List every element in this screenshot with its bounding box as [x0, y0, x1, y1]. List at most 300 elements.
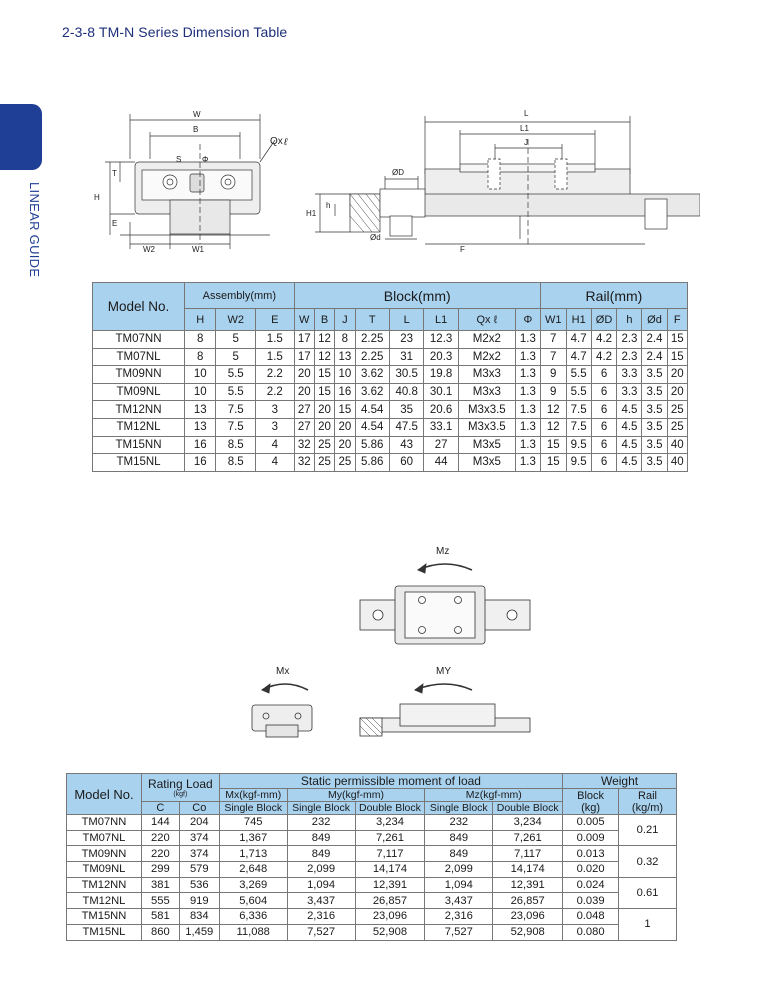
- table-cell: 35: [389, 401, 423, 419]
- table-row: [93, 418, 688, 436]
- label-OD: ØD: [392, 168, 404, 177]
- table-cell: 40: [667, 436, 688, 454]
- table-cell: 7.5: [566, 401, 591, 419]
- label-W1: W1: [192, 245, 204, 254]
- table-cell: 4.5: [617, 418, 642, 436]
- table-cell: 25: [667, 418, 688, 436]
- model-cell: TM12NN: [93, 401, 185, 419]
- table-cell: 12: [314, 331, 334, 349]
- table-cell: 6: [591, 454, 617, 472]
- table-cell: 220: [141, 846, 179, 862]
- table-cell: 20: [294, 366, 314, 384]
- table-row: [93, 436, 688, 454]
- table-cell: 15: [335, 401, 355, 419]
- table-cell: 10: [185, 383, 216, 401]
- table-row: [67, 909, 677, 925]
- table-cell: 0.080: [563, 924, 619, 940]
- table-cell: 1,094: [425, 877, 493, 893]
- table-cell: 5.5: [566, 383, 591, 401]
- table-cell: 536: [179, 877, 219, 893]
- table-row: [67, 877, 677, 893]
- table-cell: 17: [294, 331, 314, 349]
- label-B: B: [193, 125, 199, 134]
- table-cell: 2.4: [642, 331, 667, 349]
- my-header: My(kgf-mm): [287, 789, 425, 802]
- table-cell: 5.5: [216, 383, 256, 401]
- table-cell: 1.3: [515, 401, 540, 419]
- mz-single-header: Single Block: [425, 802, 493, 815]
- weight-header: Weight: [563, 774, 677, 789]
- table-row: [67, 830, 677, 846]
- table-cell: 30.1: [424, 383, 458, 401]
- table-cell: 0.009: [563, 830, 619, 846]
- table-cell: 2.2: [256, 383, 295, 401]
- table-cell: 8.5: [216, 436, 256, 454]
- table-cell: 8: [185, 348, 216, 366]
- table-cell: 7.5: [216, 418, 256, 436]
- table-row: [93, 366, 688, 384]
- table-cell: M3x5: [458, 436, 515, 454]
- table-cell: 13: [185, 401, 216, 419]
- table-cell: 16: [185, 454, 216, 472]
- label-H1: H1: [306, 209, 317, 218]
- table-cell: 2,099: [425, 862, 493, 878]
- table-cell: 4.5: [617, 454, 642, 472]
- column-header: ØD: [591, 309, 617, 331]
- table-cell: 13: [185, 418, 216, 436]
- table-cell: 20: [335, 436, 355, 454]
- table-cell: 15: [540, 454, 566, 472]
- table-cell: 2.3: [617, 331, 642, 349]
- table-cell: 2.3: [617, 348, 642, 366]
- table-row: [93, 331, 688, 349]
- table-cell: 2.25: [355, 348, 389, 366]
- table-cell: 7,117: [355, 846, 425, 862]
- table-cell: 12,391: [355, 877, 425, 893]
- table-cell: 13: [335, 348, 355, 366]
- table-cell: 9.5: [566, 436, 591, 454]
- column-header: B: [314, 309, 334, 331]
- table-cell: 849: [287, 846, 355, 862]
- table-cell: 20.3: [424, 348, 458, 366]
- table-cell: 25: [314, 454, 334, 472]
- model-cell: TM07NL: [93, 348, 185, 366]
- side-tab-marker: [0, 104, 42, 170]
- label-W2: W2: [143, 245, 155, 254]
- table-cell: 26,857: [493, 893, 563, 909]
- table-cell: 60: [389, 454, 423, 472]
- table-cell: 1,713: [219, 846, 287, 862]
- table-cell: 25: [667, 401, 688, 419]
- table-cell: 5.86: [355, 436, 389, 454]
- load-model-header: Model No.: [67, 774, 142, 815]
- table-cell: M3x3: [458, 383, 515, 401]
- side-view-drawing: [300, 104, 700, 254]
- model-cell: TM12NN: [67, 877, 142, 893]
- table-cell: 1.3: [515, 418, 540, 436]
- table-cell: 3: [256, 418, 295, 436]
- table-cell: 15: [314, 383, 334, 401]
- label-H: H: [94, 193, 100, 202]
- rating-load-header: Rating Load (kgf): [141, 774, 219, 802]
- table-cell: 1,094: [287, 877, 355, 893]
- model-cell: TM09NN: [67, 846, 142, 862]
- model-cell: TM09NL: [93, 383, 185, 401]
- table-cell: 15: [667, 348, 688, 366]
- table-cell: 7,117: [493, 846, 563, 862]
- table-cell: 16: [185, 436, 216, 454]
- column-header: W2: [216, 309, 256, 331]
- label-phi: Φ: [202, 155, 209, 164]
- column-header: h: [617, 309, 642, 331]
- table-cell: 3,437: [425, 893, 493, 909]
- table-cell: 12: [540, 401, 566, 419]
- table-cell: 381: [141, 877, 179, 893]
- table-cell: 220: [141, 830, 179, 846]
- table-cell: 5.5: [566, 366, 591, 384]
- table-cell: 12,391: [493, 877, 563, 893]
- table-row: [93, 401, 688, 419]
- table-cell: 4.2: [591, 331, 617, 349]
- table-cell: 12.3: [424, 331, 458, 349]
- table-cell: 0.005: [563, 815, 619, 831]
- table-cell: 581: [141, 909, 179, 925]
- rail-weight-cell: 1: [619, 909, 677, 940]
- table-cell: 1,459: [179, 924, 219, 940]
- table-cell: 27: [424, 436, 458, 454]
- co-header: Co: [179, 802, 219, 815]
- label-Od: Ød: [370, 233, 381, 242]
- model-cell: TM07NN: [67, 815, 142, 831]
- model-cell: TM15NL: [93, 454, 185, 472]
- table-cell: 5,604: [219, 893, 287, 909]
- column-header: L: [389, 309, 423, 331]
- table-cell: 3.5: [642, 418, 667, 436]
- table-cell: 25: [335, 454, 355, 472]
- label-E: E: [112, 219, 118, 228]
- label-S: S: [176, 155, 182, 164]
- table-cell: 745: [219, 815, 287, 831]
- rail-weight-cell: 0.61: [619, 877, 677, 908]
- table-row: [67, 893, 677, 909]
- table-cell: M3x5: [458, 454, 515, 472]
- table-cell: 17: [294, 348, 314, 366]
- table-cell: 14,174: [493, 862, 563, 878]
- table-cell: 849: [287, 830, 355, 846]
- table-cell: 0.048: [563, 909, 619, 925]
- table-cell: 20: [294, 383, 314, 401]
- model-cell: TM15NN: [67, 909, 142, 925]
- table-cell: 3,234: [493, 815, 563, 831]
- block-weight-header: Block (kg): [563, 789, 619, 815]
- model-cell: TM07NN: [93, 331, 185, 349]
- table-cell: 6: [591, 383, 617, 401]
- rail-weight-header: Rail (kg/m): [619, 789, 677, 815]
- mz-header: Mz(kgf-mm): [425, 789, 563, 802]
- table-cell: 10: [335, 366, 355, 384]
- table-cell: 849: [425, 846, 493, 862]
- table-cell: 144: [141, 815, 179, 831]
- table-cell: 6: [591, 401, 617, 419]
- table-cell: 31: [389, 348, 423, 366]
- table-cell: M2x2: [458, 331, 515, 349]
- table-cell: 3.3: [617, 383, 642, 401]
- table-cell: 43: [389, 436, 423, 454]
- table-cell: 4.7: [566, 331, 591, 349]
- table-cell: 204: [179, 815, 219, 831]
- table-cell: 860: [141, 924, 179, 940]
- table-cell: 0.013: [563, 846, 619, 862]
- table-row: [67, 846, 677, 862]
- label-l: ℓ: [284, 137, 288, 148]
- table-cell: 1.3: [515, 383, 540, 401]
- table-cell: 27: [294, 401, 314, 419]
- table-cell: 1.3: [515, 348, 540, 366]
- table-cell: 14,174: [355, 862, 425, 878]
- table-cell: 3: [256, 401, 295, 419]
- table-cell: 20.6: [424, 401, 458, 419]
- model-cell: TM15NN: [93, 436, 185, 454]
- table-cell: 52,908: [355, 924, 425, 940]
- table-cell: 232: [425, 815, 493, 831]
- model-cell: TM12NL: [93, 418, 185, 436]
- table-cell: 1.5: [256, 331, 295, 349]
- table-cell: 3.5: [642, 383, 667, 401]
- table-cell: 299: [141, 862, 179, 878]
- table-cell: 23,096: [493, 909, 563, 925]
- label-Qx: Qx: [270, 136, 283, 147]
- rail-weight-cell: 0.21: [619, 815, 677, 846]
- table-cell: 40: [667, 454, 688, 472]
- table-cell: 23,096: [355, 909, 425, 925]
- table-cell: 7.5: [216, 401, 256, 419]
- table-cell: 20: [335, 418, 355, 436]
- table-cell: 5: [216, 348, 256, 366]
- dimension-table: [92, 282, 688, 472]
- table-cell: 6,336: [219, 909, 287, 925]
- table-row: [93, 348, 688, 366]
- table-cell: 6: [591, 366, 617, 384]
- table-cell: 1.3: [515, 436, 540, 454]
- table-cell: 0.039: [563, 893, 619, 909]
- table-cell: 374: [179, 846, 219, 862]
- column-header: F: [667, 309, 688, 331]
- table-cell: 834: [179, 909, 219, 925]
- mx-header: Mx(kgf-mm): [219, 789, 287, 802]
- table-cell: 27: [294, 418, 314, 436]
- model-cell: TM15NL: [67, 924, 142, 940]
- table-cell: 23: [389, 331, 423, 349]
- table-cell: 0.020: [563, 862, 619, 878]
- column-header: Φ: [515, 309, 540, 331]
- table-row: [67, 924, 677, 940]
- table-cell: 1,367: [219, 830, 287, 846]
- table-cell: 4.5: [617, 401, 642, 419]
- table-cell: 4: [256, 436, 295, 454]
- table-cell: 7,261: [493, 830, 563, 846]
- table-cell: M3x3: [458, 366, 515, 384]
- mz-double-header: Double Block: [493, 802, 563, 815]
- table-cell: 0.024: [563, 877, 619, 893]
- table-cell: 15: [540, 436, 566, 454]
- table-cell: 849: [425, 830, 493, 846]
- table-cell: 3.5: [642, 454, 667, 472]
- column-header: W: [294, 309, 314, 331]
- column-header: T: [355, 309, 389, 331]
- column-header: J: [335, 309, 355, 331]
- table-cell: 7: [540, 331, 566, 349]
- model-cell: TM12NL: [67, 893, 142, 909]
- table-cell: 3.3: [617, 366, 642, 384]
- table-cell: 15: [667, 331, 688, 349]
- column-header: Qx ℓ: [458, 309, 515, 331]
- column-header: L1: [424, 309, 458, 331]
- table-cell: 1.3: [515, 366, 540, 384]
- label-W: W: [193, 110, 201, 119]
- column-header: Ød: [642, 309, 667, 331]
- table-cell: 7,527: [287, 924, 355, 940]
- table-cell: 33.1: [424, 418, 458, 436]
- table-cell: 12: [540, 418, 566, 436]
- assembly-header: Assembly(mm): [185, 283, 294, 309]
- table-cell: 7: [540, 348, 566, 366]
- table-cell: 919: [179, 893, 219, 909]
- load-rating-table: [66, 773, 677, 941]
- table-cell: 9: [540, 366, 566, 384]
- table-cell: 1.3: [515, 331, 540, 349]
- table-cell: 2,316: [287, 909, 355, 925]
- front-view-drawing: [90, 104, 300, 254]
- label-L: L: [524, 109, 529, 118]
- table-cell: 32: [294, 436, 314, 454]
- c-header: C: [141, 802, 179, 815]
- label-T: T: [112, 169, 117, 178]
- column-header: E: [256, 309, 295, 331]
- table-cell: 4.5: [617, 436, 642, 454]
- table-cell: 20: [667, 366, 688, 384]
- page-title: 2-3-8 TM-N Series Dimension Table: [62, 24, 288, 40]
- table-cell: 2,316: [425, 909, 493, 925]
- table-cell: 5.86: [355, 454, 389, 472]
- table-cell: 4.54: [355, 401, 389, 419]
- table-cell: 3.5: [642, 401, 667, 419]
- mx-single-header: Single Block: [219, 802, 287, 815]
- static-moment-header: Static permissible moment of load: [219, 774, 562, 789]
- table-cell: 3,437: [287, 893, 355, 909]
- table-row: [93, 454, 688, 472]
- moment-diagrams: [240, 540, 540, 750]
- table-cell: 1.5: [256, 348, 295, 366]
- table-cell: 10: [185, 366, 216, 384]
- model-cell: TM09NN: [93, 366, 185, 384]
- side-section-label: LINEAR GUIDE: [27, 182, 42, 278]
- table-cell: 7,527: [425, 924, 493, 940]
- table-cell: M3x3.5: [458, 401, 515, 419]
- column-header: H: [185, 309, 216, 331]
- table-cell: 3,234: [355, 815, 425, 831]
- table-cell: 26,857: [355, 893, 425, 909]
- table-cell: 2,648: [219, 862, 287, 878]
- label-My: MY: [436, 666, 451, 677]
- label-h: h: [326, 201, 331, 210]
- table-cell: 19.8: [424, 366, 458, 384]
- column-header: W1: [540, 309, 566, 331]
- table-cell: 52,908: [493, 924, 563, 940]
- table-cell: 7.5: [566, 418, 591, 436]
- table-cell: 1.3: [515, 454, 540, 472]
- table-cell: 5: [216, 331, 256, 349]
- label-Mz: Mz: [436, 546, 450, 557]
- table-cell: 3,269: [219, 877, 287, 893]
- rail-header: Rail(mm): [540, 283, 687, 309]
- model-cell: TM07NL: [67, 830, 142, 846]
- table-cell: 3.62: [355, 383, 389, 401]
- table-cell: 47.5: [389, 418, 423, 436]
- table-cell: 2.25: [355, 331, 389, 349]
- table-cell: M3x3.5: [458, 418, 515, 436]
- table-row: [67, 862, 677, 878]
- table-cell: 6: [591, 436, 617, 454]
- table-cell: 12: [314, 348, 334, 366]
- table-row: [93, 383, 688, 401]
- table-cell: 9: [540, 383, 566, 401]
- table-cell: 8.5: [216, 454, 256, 472]
- block-header: Block(mm): [294, 283, 540, 309]
- table-cell: 20: [314, 401, 334, 419]
- table-cell: 16: [335, 383, 355, 401]
- table-cell: 40.8: [389, 383, 423, 401]
- label-L1: L1: [520, 124, 529, 133]
- table-cell: 9.5: [566, 454, 591, 472]
- table-cell: 15: [314, 366, 334, 384]
- column-header: H1: [566, 309, 591, 331]
- table-cell: 20: [314, 418, 334, 436]
- label-Mx: Mx: [276, 666, 290, 677]
- table-cell: 32: [294, 454, 314, 472]
- table-cell: 6: [591, 418, 617, 436]
- table-cell: 4.54: [355, 418, 389, 436]
- table-cell: 25: [314, 436, 334, 454]
- table-cell: 5.5: [216, 366, 256, 384]
- table-cell: 2.4: [642, 348, 667, 366]
- table-cell: 20: [667, 383, 688, 401]
- table-cell: 2,099: [287, 862, 355, 878]
- label-F: F: [460, 245, 465, 254]
- table-cell: 4.2: [591, 348, 617, 366]
- table-cell: 4: [256, 454, 295, 472]
- table-cell: 11,088: [219, 924, 287, 940]
- table-cell: M2x2: [458, 348, 515, 366]
- table-cell: 232: [287, 815, 355, 831]
- table-cell: 8: [185, 331, 216, 349]
- label-J: J: [524, 138, 528, 147]
- table-row: [67, 815, 677, 831]
- table-cell: 3.5: [642, 436, 667, 454]
- table-cell: 7,261: [355, 830, 425, 846]
- table-cell: 4.7: [566, 348, 591, 366]
- model-header: Model No.: [93, 283, 185, 331]
- table-cell: 44: [424, 454, 458, 472]
- table-cell: 555: [141, 893, 179, 909]
- table-cell: 8: [335, 331, 355, 349]
- table-cell: 2.2: [256, 366, 295, 384]
- rail-weight-cell: 0.32: [619, 846, 677, 877]
- my-double-header: Double Block: [355, 802, 425, 815]
- table-cell: 30.5: [389, 366, 423, 384]
- table-cell: 3.5: [642, 366, 667, 384]
- my-single-header: Single Block: [287, 802, 355, 815]
- table-cell: 3.62: [355, 366, 389, 384]
